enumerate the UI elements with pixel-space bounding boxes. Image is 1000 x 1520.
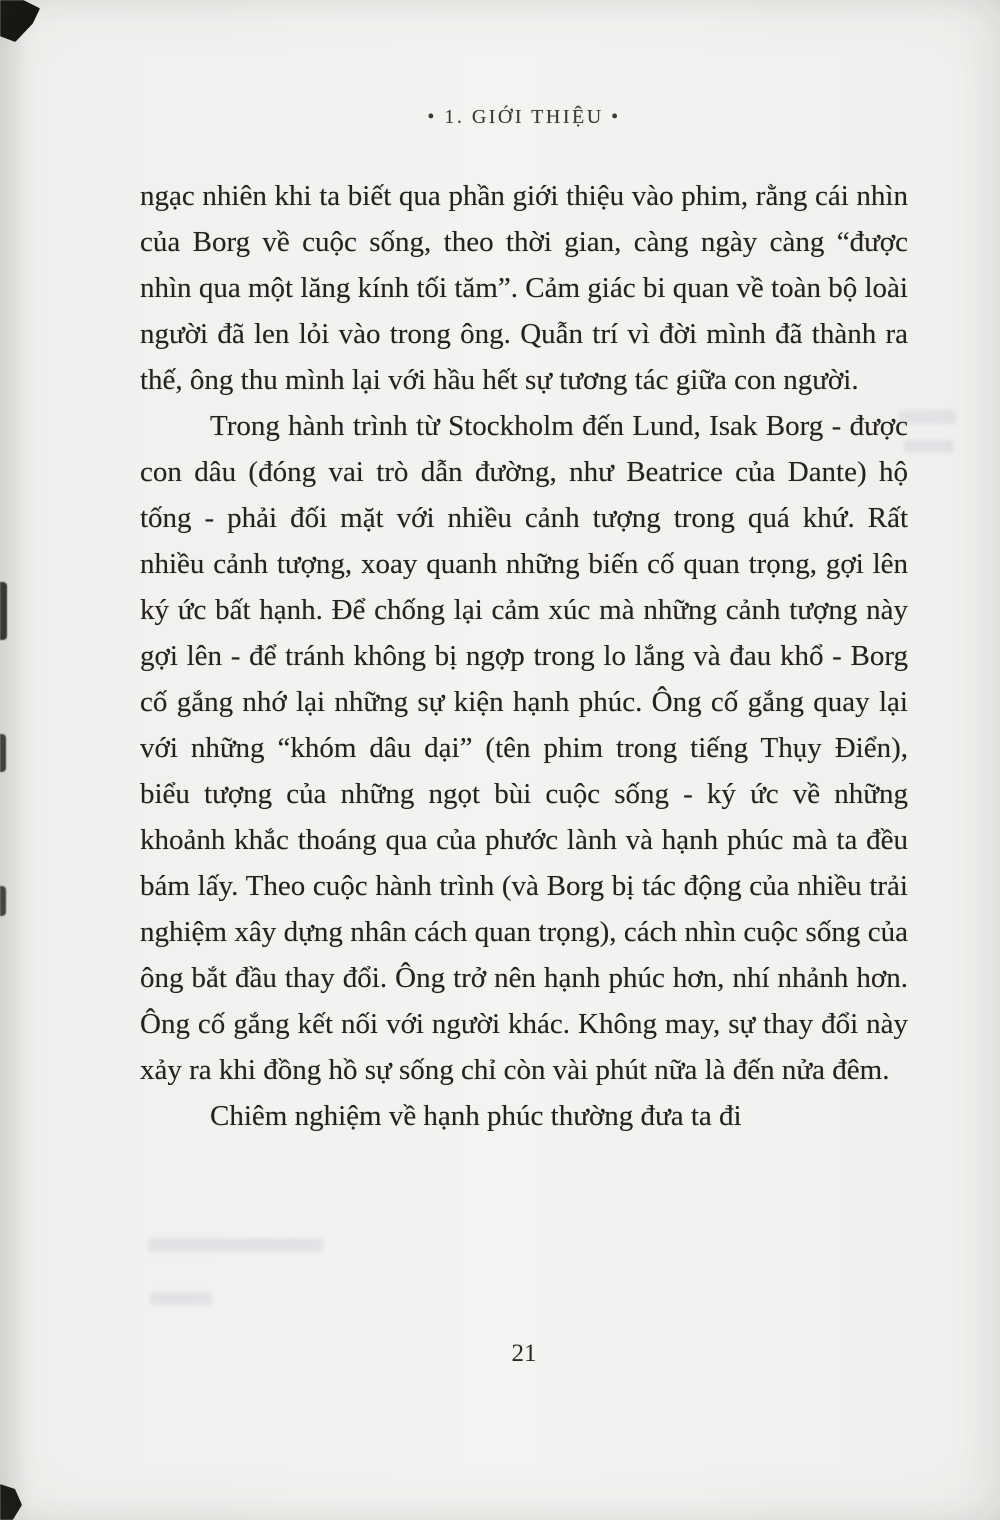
paragraph-partial: Chiêm nghiệm về hạnh phúc thường đưa ta đi <box>210 1100 742 1132</box>
scan-smudge-bottom-left <box>0 1484 22 1520</box>
scan-smudge-top-left <box>0 0 40 42</box>
ink-bleed-through <box>148 1238 323 1252</box>
running-header <box>140 106 908 129</box>
chapter-header-text: • 1. GIỚI THIỆU • <box>427 106 621 128</box>
ink-bleed-through <box>150 1292 212 1305</box>
page-content <box>140 106 908 1139</box>
page-number: 21 <box>511 1340 537 1367</box>
scan-smudge-left-edge <box>0 886 6 916</box>
scan-smudge-left-edge <box>0 734 6 772</box>
ink-bleed-through <box>904 440 954 453</box>
paragraph-continuation: ngạc nhiên khi ta biết qua phần giới thiệu vào phim, rằng cái nhìn của Borg về cuộc sống, theo thời gian, càng ngày càng “được nhìn qua một lăng kính tối tăm”. Cảm giác bi quan về toàn bộ loài người đã len lỏi vào trong ông. Quẫn trí vì đời mình đã thành ra thế, ông thu mình lại với hầu hết sự tương tác giữa con người. <box>140 180 908 396</box>
paragraph: Trong hành trình từ Stockholm đến Lund, Isak Borg - được con dâu (đóng vai trò dẫn đường, như Beatrice của Dante) hộ tống - phải đối mặt với nhiều cảnh tượng trong quá khứ. Rất nhiều cảnh tượng, xoay quanh những biến cố quan trọng, gợi lên ký ức bất hạnh. Để chống lại cảm xúc mà những cảnh tượng này gợi lên - để tránh không bị ngợp trong lo lắng và đau khổ - Borg cố gắng nhớ lại những sự kiện hạnh phúc. Ông cố gắng quay lại với những “khóm dâu dại” (tên phim trong tiếng Thụy Điển), biểu tượng của những ngọt bùi cuộc sống - ký ức về những khoảnh khắc thoáng qua của phước lành và hạnh phúc mà ta đều bám lấy. Theo cuộc hành trình (và Borg bị tác động của nhiều trải nghiệm xây dựng nhân cách quan trọng), cách nhìn cuộc sống của ông bắt đầu thay đổi. Ông trở nên hạnh phúc hơn, nhí nhảnh hơn. Ông cố gắng kết nối với người khác. Không may, sự thay đổi này xảy ra khi đồng hồ sự sống chỉ còn vài phút nữa là đến nửa đêm. <box>140 410 908 1086</box>
scan-smudge-left-edge <box>0 582 7 640</box>
body-text <box>140 173 908 1139</box>
